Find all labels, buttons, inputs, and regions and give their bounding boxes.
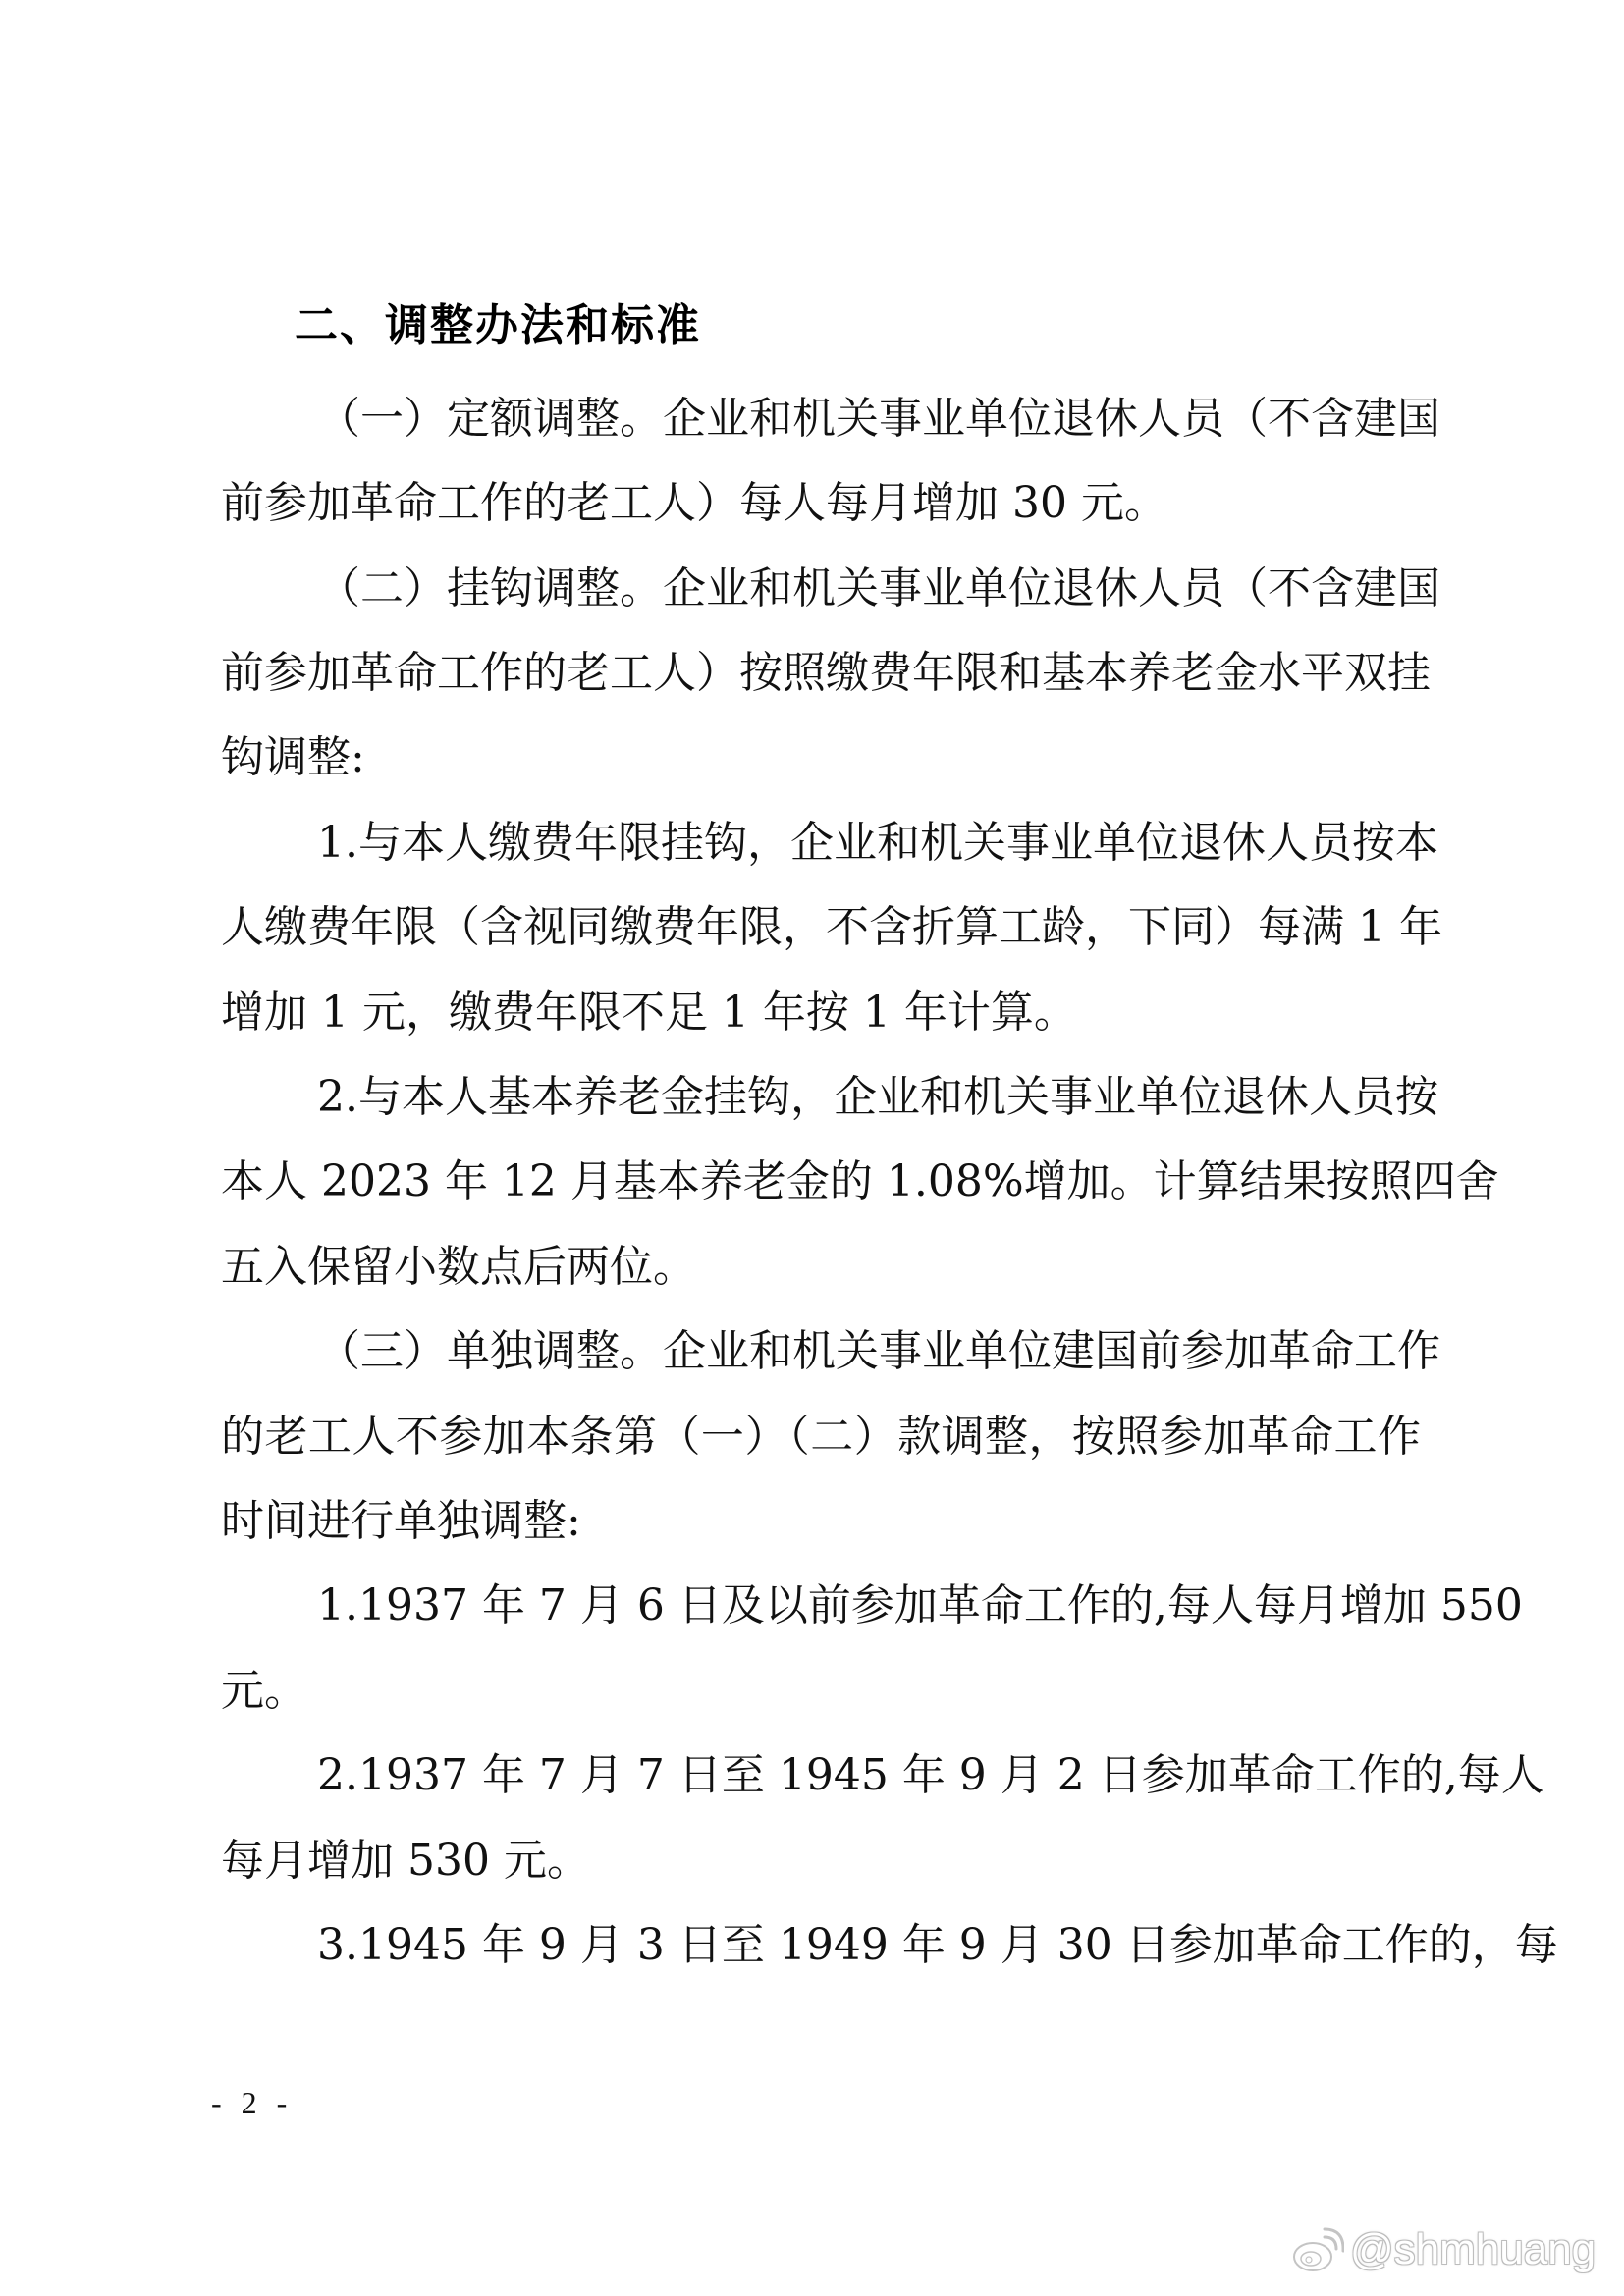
paragraph-line: （三）单独调整。企业和机关事业单位建国前参加革命工作: [317, 1326, 1440, 1376]
paragraph-line: 1.1937 年 7 月 6 日及以前参加革命工作的,每人每月增加 550: [317, 1580, 1523, 1630]
paragraph-line: 元。: [221, 1666, 307, 1716]
paragraph-line: 五入保留小数点后两位。: [221, 1242, 696, 1292]
paragraph-line: 前参加革命工作的老工人）按照缴费年限和基本养老金水平双挂: [221, 648, 1431, 698]
paragraph-line: 2.1937 年 7 月 7 日至 1945 年 9 月 2 日参加革命工作的,每人: [317, 1750, 1544, 1800]
paragraph-line: 3.1945 年 9 月 3 日至 1949 年 9 月 30 日参加革命工作的，每: [317, 1920, 1558, 1970]
paragraph-line: 2.与本人基本养老金挂钩，企业和机关事业单位退休人员按: [317, 1072, 1438, 1122]
paragraph-line: （一）定额调整。企业和机关事业单位退休人员（不含建国: [317, 394, 1440, 444]
paragraph-line: 1.与本人缴费年限挂钩，企业和机关事业单位退休人员按本: [317, 818, 1438, 868]
paragraph-line: 的老工人不参加本条第（一）（二）款调整，按照参加革命工作: [221, 1412, 1421, 1462]
paragraph-line: 本人 2023 年 12 月基本养老金的 1.08%增加。计算结果按照四舍: [221, 1156, 1499, 1206]
page-number: - 2 -: [211, 2085, 294, 2120]
watermark: [1291, 2220, 1596, 2279]
paragraph-line: 时间进行单独调整:: [221, 1496, 581, 1546]
paragraph-line: 人缴费年限（含视同缴费年限，不含折算工龄，下同）每满 1 年: [221, 902, 1442, 952]
paragraph-line: 钩调整:: [221, 732, 365, 782]
weibo-icon: [1291, 2225, 1344, 2274]
section-heading: 二、调整办法和标准: [295, 300, 701, 350]
watermark-text: @shmhuang: [1350, 2225, 1597, 2273]
paragraph-line: 每月增加 530 元。: [221, 1836, 590, 1886]
paragraph-line: 增加 1 元，缴费年限不足 1 年按 1 年计算。: [221, 988, 1077, 1038]
paragraph-line: （二）挂钩调整。企业和机关事业单位退休人员（不含建国: [317, 563, 1440, 614]
paragraph-line: 前参加革命工作的老工人）每人每月增加 30 元。: [221, 478, 1167, 528]
